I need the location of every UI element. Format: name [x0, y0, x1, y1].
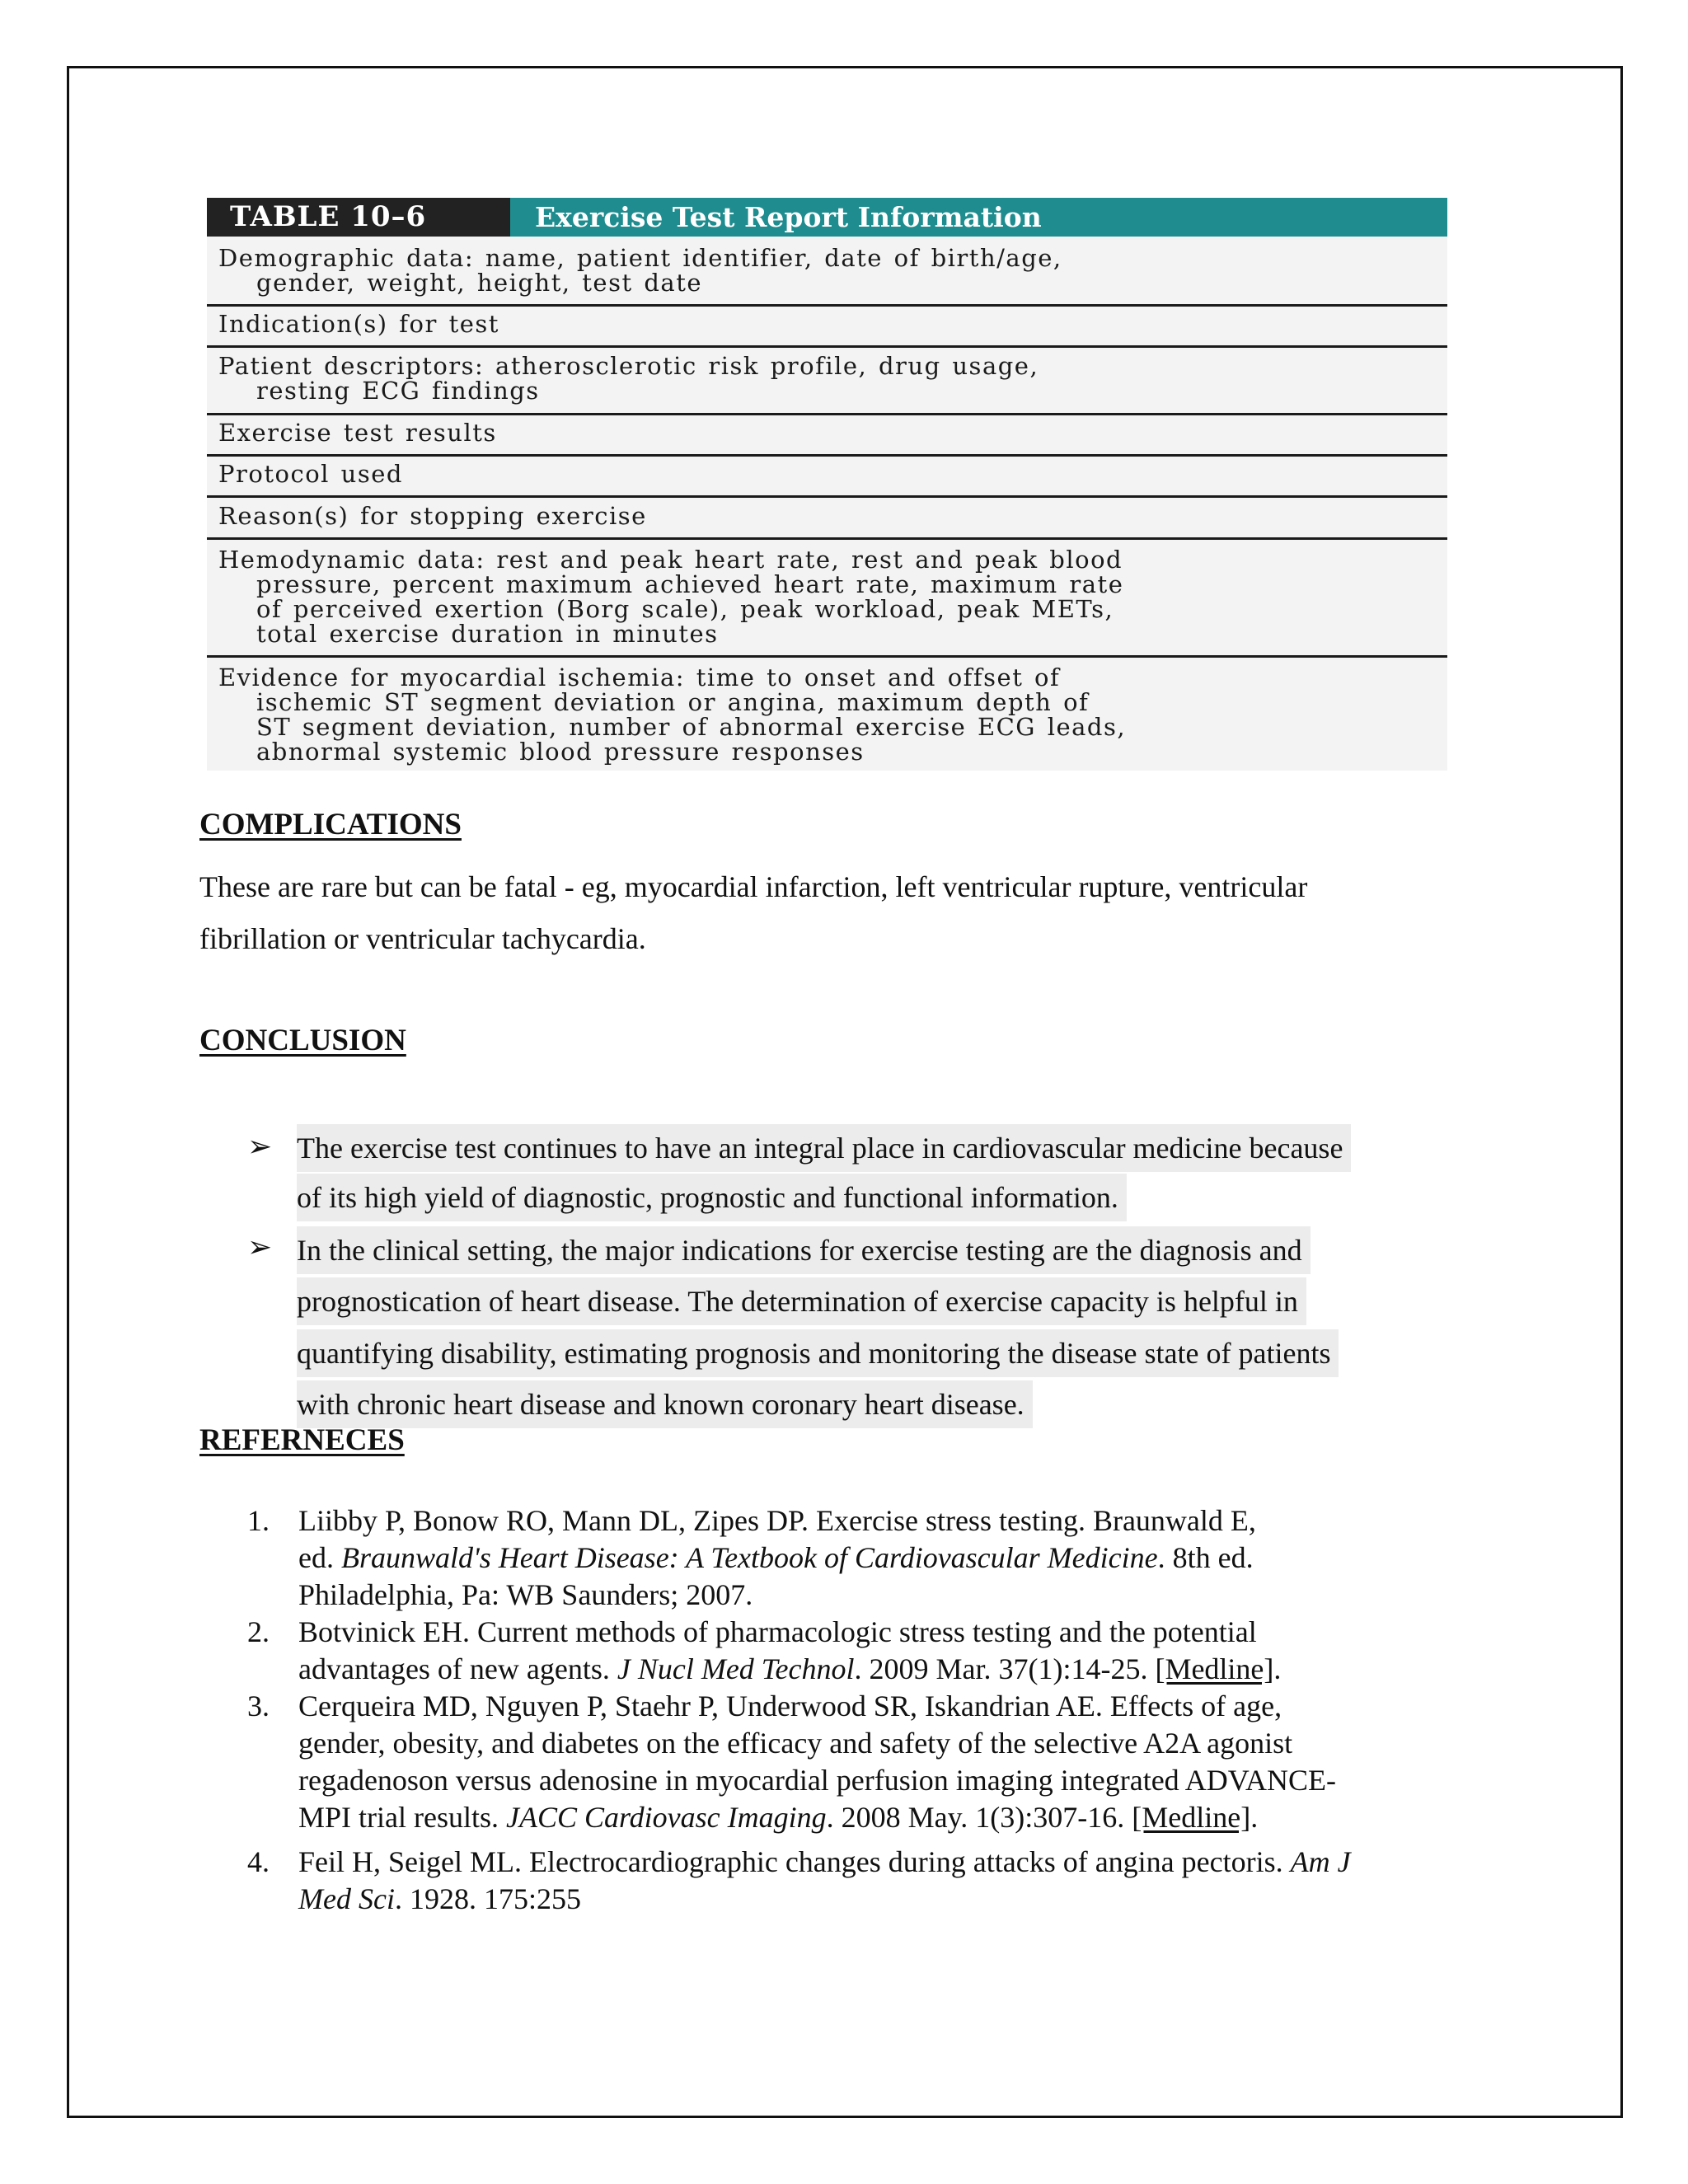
medline-link[interactable]: [Medline]	[1132, 1801, 1251, 1834]
reference-text: ed.	[298, 1541, 341, 1574]
reference-text: . 1928. 175:255	[394, 1882, 581, 1915]
reference-item	[298, 1502, 1485, 1614]
table-row-line: pressure, percent maximum achieved heart rate, maximum rate	[256, 570, 1124, 598]
reference-number: 1.	[247, 1504, 270, 1537]
reference-text: advantages of new agents.	[298, 1652, 617, 1685]
table-rule	[207, 413, 1447, 415]
conclusion-bullet-line: quantifying disability, estimating prognosis and monitoring the disease state of patients	[297, 1329, 1339, 1377]
table-rule	[207, 345, 1447, 348]
table-row-line: ischemic ST segment deviation or angina, maximum depth of	[256, 688, 1090, 716]
table-number: TABLE 10–6	[207, 198, 510, 237]
complications-heading: COMPLICATIONS	[199, 808, 462, 841]
table-rule	[207, 304, 1447, 307]
table-row-line: Hemodynamic data: rest and peak heart rate, rest and peak blood	[218, 546, 1123, 574]
reference-item	[298, 1844, 1485, 1918]
reference-text: . 8th ed.	[1157, 1541, 1254, 1574]
bullet-arrow-icon: ➢	[247, 1230, 273, 1263]
bullet-arrow-icon: ➢	[247, 1130, 273, 1163]
table-row-line: total exercise duration in minutes	[256, 620, 719, 648]
reference-number: 4.	[247, 1845, 270, 1878]
reference-line: gender, obesity, and diabetes on the efficacy and safety of the selective A2A agonist	[298, 1727, 1293, 1760]
reference-line	[298, 1881, 1485, 1918]
table-row-line: resting ECG findings	[256, 377, 540, 405]
table-row-indication	[207, 312, 1447, 336]
conclusion-bullet-line: with chronic heart disease and known coronary heart disease.	[297, 1380, 1033, 1428]
table-row-line: Demographic data: name, patient identifier, date of birth/age,	[218, 244, 1062, 272]
complications-paragraph	[199, 861, 1452, 965]
reference-item	[298, 1688, 1485, 1836]
table-row-line: Protocol used	[218, 460, 403, 488]
reference-journal: Braunwald's Heart Disease: A Textbook of Cardiovascular Medicine	[340, 1541, 1158, 1574]
conclusion-bullet-line: In the clinical setting, the major indications for exercise testing are the diagnosis and	[297, 1226, 1311, 1274]
table-row-hemodynamic	[207, 547, 1447, 646]
paragraph-line: fibrillation or ventricular tachycardia.	[199, 922, 646, 955]
reference-line: Philadelphia, Pa: WB Saunders; 2007.	[298, 1578, 753, 1611]
table-row-ischemia-evidence	[207, 665, 1447, 764]
reference-line: Liibby P, Bonow RO, Mann DL, Zipes DP. Exercise stress testing. Braunwald E,	[298, 1504, 1256, 1537]
reference-line	[298, 1651, 1485, 1688]
reference-text: . 2008 May. 1(3):307-16.	[826, 1801, 1132, 1834]
references-heading: REFERNECES	[199, 1423, 405, 1457]
table-row-protocol	[207, 462, 1447, 486]
table-row-line: Reason(s) for stopping exercise	[218, 502, 647, 530]
table-rule	[207, 655, 1447, 658]
reference-number: 3.	[247, 1690, 270, 1722]
table-row-demographic	[207, 246, 1447, 295]
table-row-line: ST segment deviation, number of abnormal exercise ECG leads,	[256, 713, 1127, 741]
reference-line: Cerqueira MD, Nguyen P, Staehr P, Underwood SR, Iskandrian AE. Effects of age,	[298, 1690, 1282, 1722]
reference-number: 2.	[247, 1615, 270, 1648]
reference-journal: Am J	[1290, 1845, 1351, 1878]
reference-text: MPI trial results.	[298, 1801, 506, 1834]
reference-line	[298, 1844, 1485, 1881]
table-row-line: Patient descriptors: atherosclerotic risk profile, drug usage,	[218, 352, 1039, 380]
table-row-line: gender, weight, height, test date	[256, 269, 703, 297]
reference-item	[298, 1614, 1485, 1688]
reference-journal: JACC Cardiovasc Imaging	[505, 1801, 827, 1834]
table-title: Exercise Test Report Information	[510, 198, 1447, 237]
table-row-line: of perceived exertion (Borg scale), peak workload, peak METs,	[256, 595, 1114, 623]
table-row-reasons	[207, 504, 1447, 528]
table-header	[207, 198, 1447, 237]
table-rule	[207, 495, 1447, 498]
reference-text: .	[1250, 1801, 1259, 1834]
table-rule	[207, 537, 1447, 540]
paragraph-line: These are rare but can be fatal - eg, myocardial infarction, left ventricular rupture, ventricular	[199, 870, 1308, 903]
reference-line	[298, 1799, 1485, 1836]
table-row-line: Evidence for myocardial ischemia: time to onset and offset of	[218, 663, 1061, 691]
conclusion-bullet-line: of its high yield of diagnostic, prognostic and functional information.	[297, 1174, 1127, 1221]
medline-link[interactable]: [Medline]	[1155, 1652, 1274, 1685]
table-rule	[207, 454, 1447, 457]
table-row-line: abnormal systemic blood pressure responses	[256, 738, 865, 766]
reference-text: . 2009 Mar. 37(1):14-25.	[854, 1652, 1156, 1685]
exercise-report-table	[207, 198, 1447, 771]
reference-line: regadenoson versus adenosine in myocardial perfusion imaging integrated ADVANCE-	[298, 1764, 1337, 1797]
reference-journal: J Nucl Med Technol	[617, 1652, 855, 1685]
conclusion-bullet-line: The exercise test continues to have an integral place in cardiovascular medicine because	[297, 1124, 1351, 1172]
reference-text: Feil H, Seigel ML. Electrocardiographic changes during attacks of angina pectoris.	[298, 1845, 1291, 1878]
table-row-exercise-results	[207, 420, 1447, 445]
table-row-line: Exercise test results	[218, 419, 497, 447]
reference-journal: Med Sci	[298, 1882, 395, 1915]
conclusion-heading: CONCLUSION	[199, 1024, 406, 1057]
table-row-patient-descriptors	[207, 354, 1447, 403]
reference-line: Botvinick EH. Current methods of pharmacologic stress testing and the potential	[298, 1615, 1257, 1648]
table-row-line: Indication(s) for test	[218, 310, 499, 338]
conclusion-bullet-line: prognostication of heart disease. The determination of exercise capacity is helpful in	[297, 1277, 1306, 1325]
reference-line	[298, 1540, 1485, 1577]
reference-text: .	[1273, 1652, 1282, 1685]
